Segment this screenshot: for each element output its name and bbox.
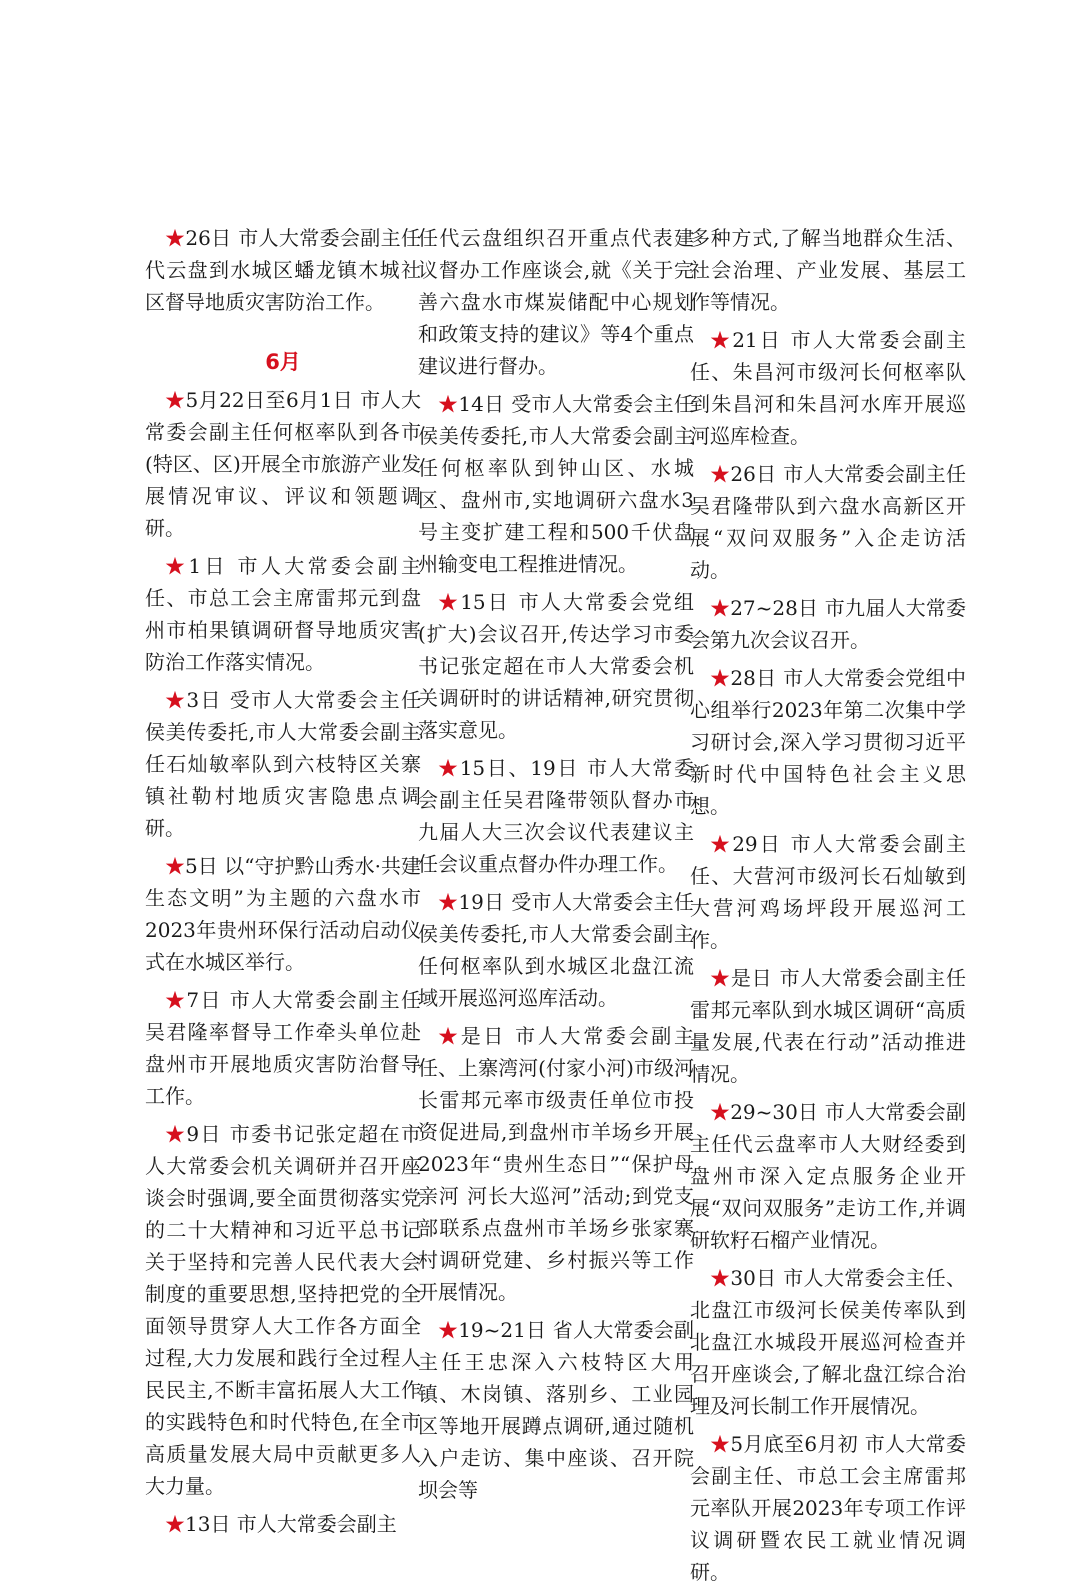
- red-star-icon: ★: [438, 1318, 459, 1342]
- chronicle-entry: [145, 684, 421, 844]
- chronicle-entry: [418, 752, 694, 880]
- entry-text: 多种方式,了解当地群众生活、社会治理、产业发展、基层工作等情况。: [690, 226, 966, 314]
- red-star-icon: ★: [165, 1122, 187, 1146]
- entry-text: 30日 市人大常委会主任、北盘江市级河长侯美传率队到北盘江水城段开展巡河检查并召开座谈会,了解北盘江综合治理及河长制工作开展情况。: [690, 1266, 967, 1418]
- chronicle-entry-continued: [690, 222, 966, 318]
- red-star-icon: ★: [165, 388, 186, 412]
- entry-text: 29日 市人大常委会副主任、大营河市级河长石灿敏到大营河鸡场坪段开展巡河工作。: [690, 832, 966, 952]
- chronicle-entry: [690, 662, 966, 822]
- chronicle-entry: [418, 1314, 694, 1506]
- entry-text: 任代云盘组织召开重点代表建议督办工作座谈会,就《关于完善六盘水市煤炭储配中心规划和政策支持的建议》等4个重点建议进行督办。: [418, 226, 694, 378]
- chronicle-entry: [690, 1262, 966, 1422]
- entry-text: 19~21日 省人大常委会副主任王忠深入六枝特区大用镇、木岗镇、落别乡、工业园区等地开展蹲点调研,通过随机入户走访、集中座谈、召开院坝会等: [418, 1318, 695, 1502]
- entry-text: 27~28日 市九届人大常委会第九次会议召开。: [690, 596, 967, 652]
- column-2: [418, 222, 694, 1512]
- red-star-icon: ★: [710, 1266, 731, 1290]
- chronicle-entry: [145, 1508, 421, 1540]
- entry-text: 15日 市人大常委会党组(扩大)会议召开,传达学习市委书记张定超在市人大常委会机关调研时的讲话精神,研究贯彻落实意见。: [418, 590, 694, 742]
- red-star-icon: ★: [165, 854, 186, 878]
- chronicle-entry: [145, 850, 421, 978]
- entry-text: 19日 受市人大常委会主任侯美传委托,市人大常委会副主任何枢率队到水城区北盘江流域开展巡河巡库活动。: [418, 890, 695, 1010]
- chronicle-entry: [145, 384, 421, 544]
- chronicle-entry: [690, 1096, 966, 1256]
- chronicle-entry: [418, 886, 694, 1014]
- red-star-icon: ★: [165, 554, 189, 578]
- entry-text: 21日 市人大常委会副主任、朱昌河市级河长何枢率队到朱昌河和朱昌河水库开展巡河巡库检查。: [690, 328, 966, 448]
- red-star-icon: ★: [710, 462, 731, 486]
- entry-text: 26日 市人大常委会副主任吴君隆带队到六盘水高新区开展“双问双服务”入企走访活动。: [690, 462, 967, 582]
- red-star-icon: ★: [710, 1100, 731, 1124]
- red-star-icon: ★: [710, 832, 733, 856]
- entry-text: 5日 以“守护黔山秀水·共建生态文明”为主题的六盘水市2023年贵州环保行活动启动仪式在水城区举行。: [145, 854, 421, 974]
- chronicle-entry: [418, 586, 694, 746]
- red-star-icon: ★: [438, 890, 459, 914]
- entry-text: 3日 受市人大常委会主任侯美传委托,市人大常委会副主任石灿敏率队到六枝特区关寨镇社勒村地质灾害隐患点调研。: [145, 688, 422, 840]
- chronicle-entry: [690, 592, 966, 656]
- entry-text: 1日 市人大常委会副主任、市总工会主席雷邦元到盘州市柏果镇调研督导地质灾害防治工作落实情况。: [145, 554, 421, 674]
- entry-text: 9日 市委书记张定超在市人大常委会机关调研并召开座谈会时强调,要全面贯彻落实党的二十大精神和习近平总书记关于坚持和完善人民代表大会制度的重要思想,坚持把党的全面领导贯穿人大工作各方面全过程,大力发展和践行全过程人民民主,不断丰富拓展人大工作的实践特色和时代特色,在全市高质量发展大局中贡献更多人大力量。: [145, 1122, 422, 1498]
- chronicle-entry: [145, 222, 421, 318]
- red-star-icon: ★: [710, 596, 731, 620]
- entry-text: 15日、19日 市人大常委会副主任吴君隆带领队督办市九届人大三次会议代表建议主任会议重点督办件办理工作。: [418, 756, 694, 876]
- column-1: [145, 222, 421, 1546]
- entry-text: 26日 市人大常委会副主任代云盘到水城区蟠龙镇木城社区督导地质灾害防治工作。: [145, 226, 422, 314]
- column-3: [690, 222, 966, 1594]
- red-star-icon: ★: [710, 666, 731, 690]
- entry-text: 5月底至6月初 市人大常委会副主任、市总工会主席雷邦元率队开展2023年专项工作评议调研暨农民工就业情况调研。: [690, 1432, 966, 1584]
- red-star-icon: ★: [165, 688, 187, 712]
- chronicle-entry: [690, 324, 966, 452]
- entry-text: 是日 市人大常委会副主任、上寨湾河(付家小河)市级河长雷邦元率市级责任单位市投资促进局,到盘州市羊场乡开展2023年“贵州生态日”“保护母亲河 河长大巡河”活动;到党支部联系点盘州市羊场乡张家寨村调研党建、乡村振兴等工作开展情况。: [418, 1024, 695, 1304]
- red-star-icon: ★: [165, 1512, 185, 1536]
- entry-text: 7日 市人大常委会副主任吴君隆率督导工作牵头单位赴盘州市开展地质灾害防治督导工作。: [145, 988, 422, 1108]
- chronicle-entry: [690, 1428, 966, 1588]
- chronicle-entry: [145, 984, 421, 1112]
- entry-text: 14日 受市人大常委会主任侯美传委托,市人大常委会副主任何枢率队到钟山区、水城区、盘州市,实地调研六盘水3号主变扩建工程和500千伏盘州输变电工程推进情况。: [418, 392, 695, 576]
- red-star-icon: ★: [165, 988, 187, 1012]
- entry-text: 是日 市人大常委会副主任雷邦元率队到水城区调研“高质量发展,代表在行动”活动推进情况。: [690, 966, 967, 1086]
- chronicle-entry: [418, 388, 694, 580]
- chronicle-entry-continued: [418, 222, 694, 382]
- chronicle-entry: [418, 1020, 694, 1308]
- chronicle-entry: [690, 828, 966, 956]
- red-star-icon: ★: [438, 756, 460, 780]
- entry-text: 5月22日至6月1日 市人大常委会副主任何枢率队到各市(特区、区)开展全市旅游产业发展情况审议、评议和领题调研。: [145, 388, 422, 540]
- red-star-icon: ★: [710, 328, 733, 352]
- chronicle-entry: [145, 1118, 421, 1502]
- red-star-icon: ★: [710, 1432, 731, 1456]
- chronicle-entry: [690, 458, 966, 586]
- red-star-icon: ★: [438, 392, 459, 416]
- entry-text: 28日 市人大常委会党组中心组举行2023年第二次集中学习研讨会,深入学习贯彻习近平新时代中国特色社会主义思想。: [690, 666, 967, 818]
- red-star-icon: ★: [165, 226, 186, 250]
- chronicle-entry: [690, 962, 966, 1090]
- red-star-icon: ★: [438, 1024, 461, 1048]
- entry-text: 13日 市人大常委会副主: [185, 1512, 397, 1536]
- red-star-icon: ★: [438, 590, 461, 614]
- month-heading: 6月: [265, 350, 301, 374]
- entry-text: 29~30日 市人大常委会副主任代云盘率市人大财经委到盘州市深入定点服务企业开展“双问双服务”走访工作,并调研软籽石榴产业情况。: [690, 1100, 967, 1252]
- red-star-icon: ★: [710, 966, 731, 990]
- chronicle-entry: [145, 550, 421, 678]
